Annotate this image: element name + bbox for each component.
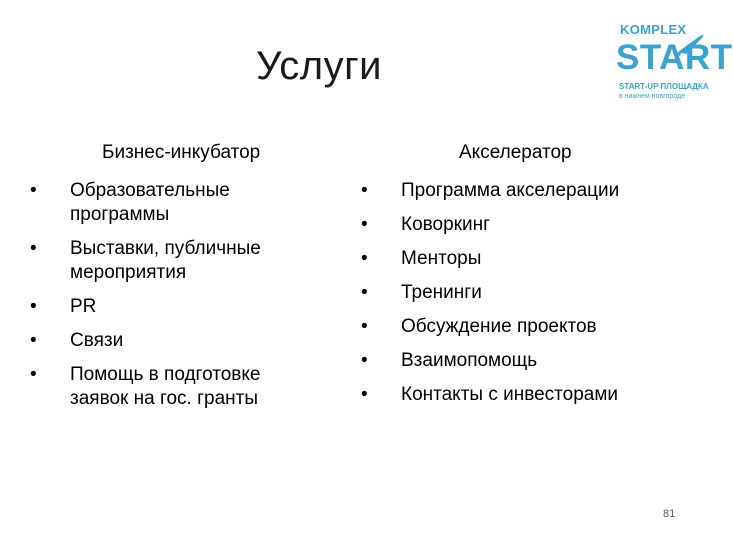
logo-main-text: START: [616, 38, 733, 77]
bullet-icon: •: [30, 364, 37, 385]
accelerator-list: [361, 179, 701, 417]
bullet-icon: •: [30, 180, 37, 201]
list-item-text: Коворкинг: [401, 214, 490, 235]
incubator-heading: Бизнес-инкубатор: [102, 142, 261, 163]
list-item: [30, 295, 320, 319]
accelerator-heading: Акселератор: [459, 142, 572, 163]
bullet-icon: •: [361, 214, 368, 235]
list-item-text: Связи: [70, 330, 124, 351]
list-item: [30, 179, 320, 227]
logo-subtitle: START-UP ПЛОЩАДКА: [619, 82, 709, 91]
list-item: [361, 349, 701, 373]
list-item: [361, 247, 701, 271]
page-number: 81: [663, 508, 676, 520]
list-item: [361, 281, 701, 305]
list-item-text: PR: [70, 296, 97, 317]
bullet-icon: •: [361, 282, 368, 303]
slide-title: Услуги: [256, 44, 383, 88]
bullet-icon: •: [361, 384, 368, 405]
list-item-text: Помощь в подготовке заявок на гос. гранты: [70, 364, 261, 409]
bullet-icon: •: [30, 238, 37, 259]
list-item: [361, 315, 701, 339]
komplex-start-logo: [612, 22, 733, 108]
list-item: [361, 179, 701, 203]
logo-city: в нижнем новгороде: [619, 93, 686, 100]
list-item: [30, 363, 320, 411]
bullet-icon: •: [361, 350, 368, 371]
list-item: [361, 383, 701, 407]
bullet-icon: •: [30, 296, 37, 317]
bullet-icon: •: [361, 180, 368, 201]
list-item-text: Обсуждение проектов: [401, 316, 597, 337]
list-item-text: Выставки, публичные мероприятия: [70, 238, 261, 283]
list-item-text: Контакты с инвесторами: [401, 384, 619, 405]
list-item: [361, 213, 701, 237]
bullet-icon: •: [30, 330, 37, 351]
list-item-text: Образовательные программы: [70, 180, 230, 225]
list-item-text: Взаимопомощь: [401, 350, 538, 371]
list-item: [30, 237, 320, 285]
list-item-text: Менторы: [401, 248, 482, 269]
incubator-list: [30, 179, 320, 421]
list-item: [30, 329, 320, 353]
list-item-text: Программа акселерации: [401, 180, 620, 201]
bullet-icon: •: [361, 248, 368, 269]
list-item-text: Тренинги: [401, 282, 482, 303]
logo-top-text: KOMPLEX: [620, 22, 687, 37]
bullet-icon: •: [361, 316, 368, 337]
